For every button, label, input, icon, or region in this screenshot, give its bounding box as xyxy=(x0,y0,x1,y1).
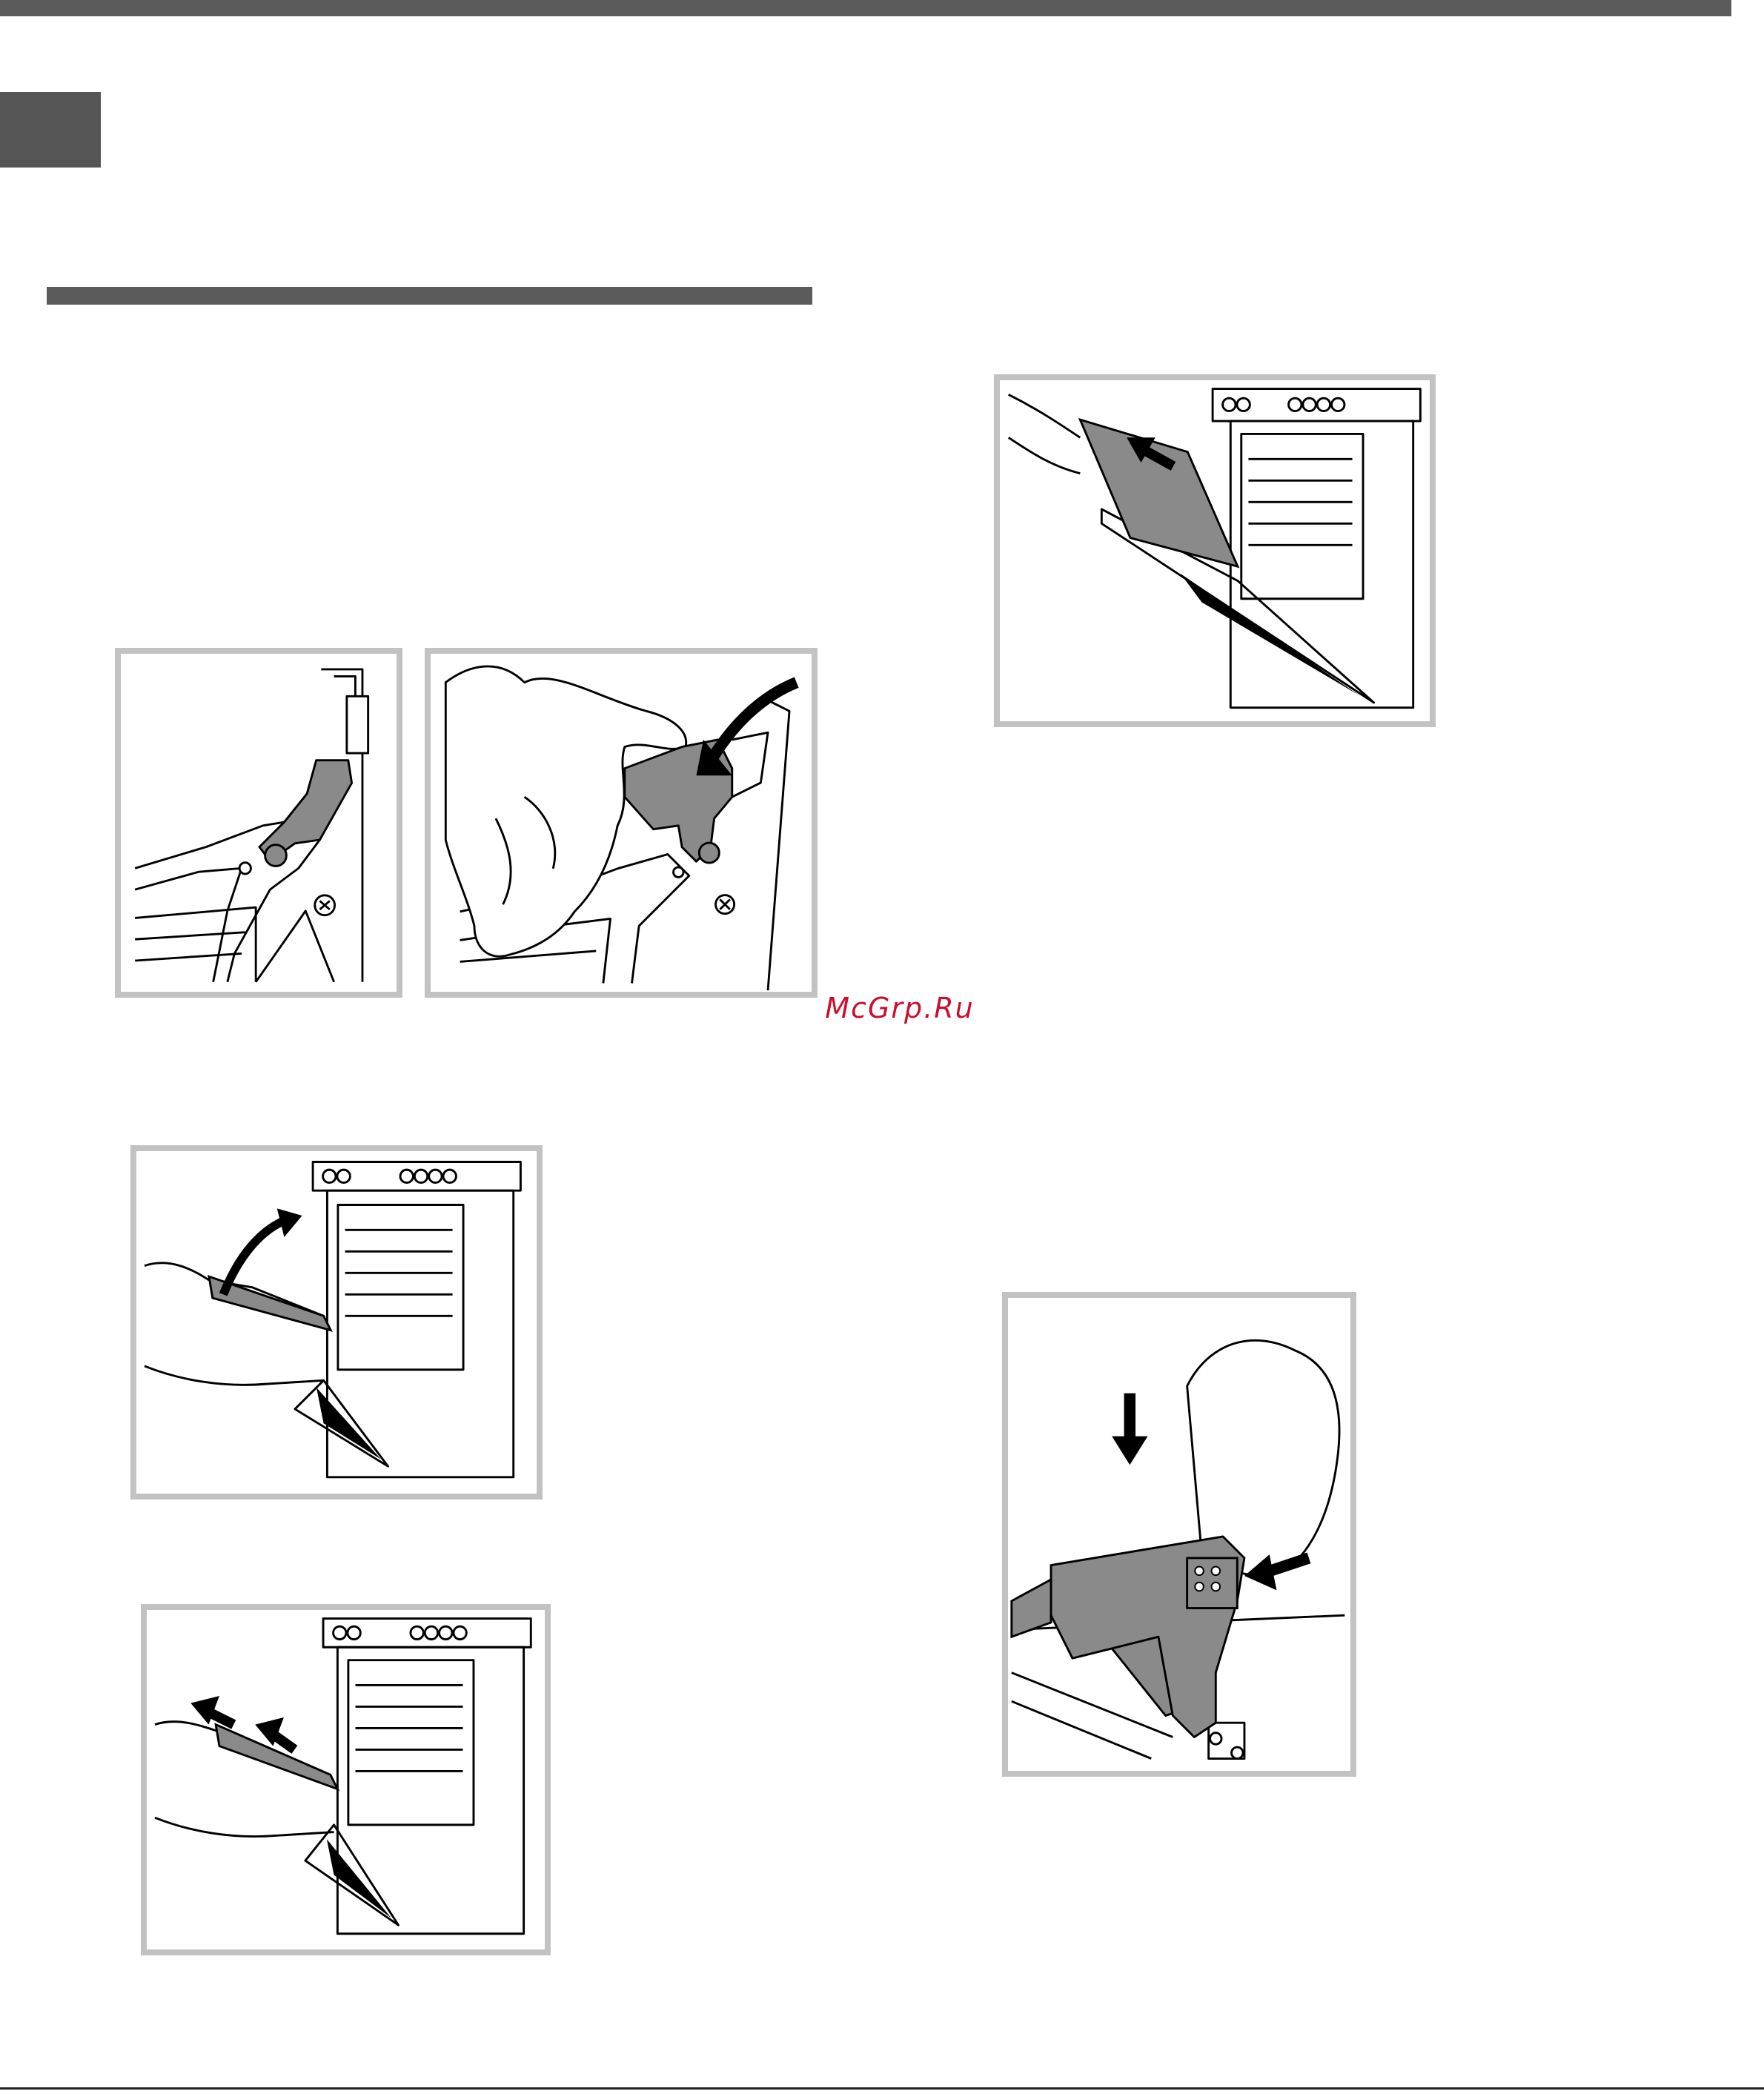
language-tab-marker xyxy=(0,92,101,168)
section-heading-rule xyxy=(47,287,812,305)
figure-door-pull-out xyxy=(141,1604,551,1955)
figure-door-lift xyxy=(130,1145,543,1500)
figure-glass-removal xyxy=(994,374,1436,727)
hinge-lever-icon xyxy=(121,654,397,992)
footer-rule xyxy=(0,2087,1764,2090)
door-clip-press-icon xyxy=(1008,1298,1350,1771)
hand-press-lever-icon xyxy=(431,654,812,992)
watermark-text: McGrp.Ru xyxy=(825,992,975,1024)
figure-hinge-locked xyxy=(115,648,402,998)
header-bar xyxy=(0,0,1731,16)
figure-door-top-clip xyxy=(1002,1292,1356,1777)
oven-door-pull-icon xyxy=(147,1610,545,1949)
oven-glass-removal-icon xyxy=(1000,380,1430,721)
oven-door-lift-icon xyxy=(136,1151,537,1494)
figure-hinge-lever-lowered xyxy=(425,648,818,998)
